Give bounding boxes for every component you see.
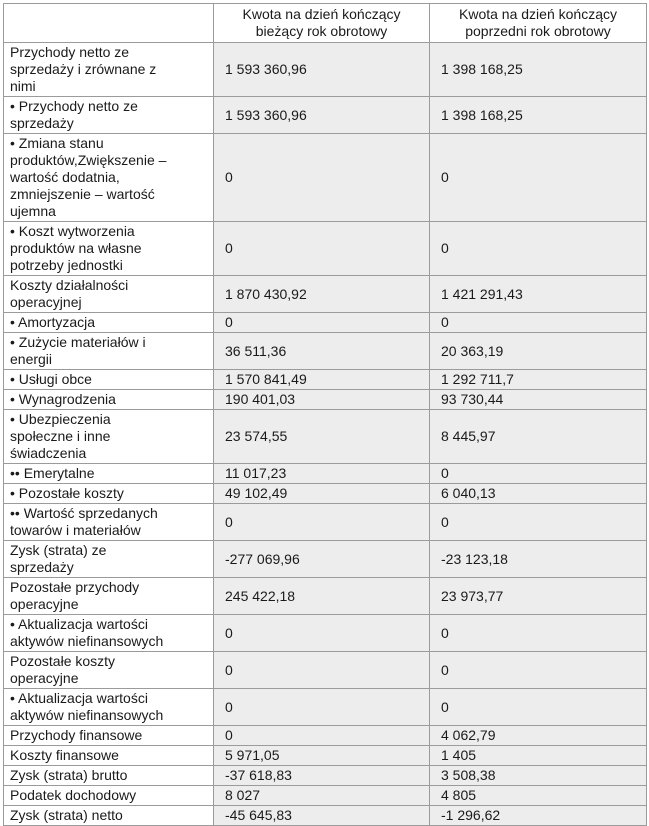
current-value-cell: 245 422,18 bbox=[214, 578, 430, 615]
current-value-cell: 8 027 bbox=[214, 786, 430, 806]
row-label-cell: •• Wartość sprzedanych towarów i materiałów bbox=[4, 504, 214, 541]
table-row bbox=[4, 410, 647, 464]
previous-value-cell: 1 398 168,25 bbox=[430, 97, 647, 134]
current-value-cell: 1 870 430,92 bbox=[214, 276, 430, 313]
column-header-current-year: Kwota na dzień kończący bieżący rok obrotowy bbox=[214, 4, 430, 43]
previous-value-cell: 0 bbox=[430, 313, 647, 333]
current-value-cell: 0 bbox=[214, 652, 430, 689]
current-value-cell: 1 593 360,96 bbox=[214, 43, 430, 97]
row-label-cell: • Ubezpieczenia społeczne i inne świadczenia bbox=[4, 410, 214, 464]
current-value-cell: 1 570 841,49 bbox=[214, 370, 430, 390]
current-value-cell: 11 017,23 bbox=[214, 464, 430, 484]
table-row bbox=[4, 766, 647, 786]
table-row bbox=[4, 333, 647, 370]
row-label-cell: Podatek dochodowy bbox=[4, 786, 214, 806]
previous-value-cell: 0 bbox=[430, 652, 647, 689]
table-row bbox=[4, 464, 647, 484]
current-value-cell: -37 618,83 bbox=[214, 766, 430, 786]
header-row bbox=[4, 4, 647, 43]
table-row bbox=[4, 276, 647, 313]
current-value-cell: 0 bbox=[214, 134, 430, 222]
row-label-cell: Zysk (strata) brutto bbox=[4, 766, 214, 786]
current-value-cell: 0 bbox=[214, 504, 430, 541]
previous-value-cell: -23 123,18 bbox=[430, 541, 647, 578]
current-value-cell: 190 401,03 bbox=[214, 390, 430, 410]
previous-value-cell: 0 bbox=[430, 222, 647, 276]
row-label-cell: Koszty działalności operacyjnej bbox=[4, 276, 214, 313]
previous-value-cell: 4 062,79 bbox=[430, 726, 647, 746]
row-label-cell: • Wynagrodzenia bbox=[4, 390, 214, 410]
row-label-cell: Zysk (strata) netto bbox=[4, 806, 214, 826]
row-label-cell: • Zmiana stanu produktów,Zwiększenie – wartość dodatnia, zmniejszenie – wartość ujemna bbox=[4, 134, 214, 222]
row-label-cell: • Usługi obce bbox=[4, 370, 214, 390]
current-value-cell: 0 bbox=[214, 615, 430, 652]
table-row bbox=[4, 689, 647, 726]
previous-value-cell: 93 730,44 bbox=[430, 390, 647, 410]
row-label-cell: Zysk (strata) ze sprzedaży bbox=[4, 541, 214, 578]
current-value-cell: 5 971,05 bbox=[214, 746, 430, 766]
current-value-cell: 36 511,36 bbox=[214, 333, 430, 370]
current-value-cell: -277 069,96 bbox=[214, 541, 430, 578]
current-value-cell: 49 102,49 bbox=[214, 484, 430, 504]
financial-statement-table bbox=[3, 3, 647, 826]
row-label-cell: Pozostałe przychody operacyjne bbox=[4, 578, 214, 615]
table-row bbox=[4, 726, 647, 746]
previous-value-cell: 0 bbox=[430, 504, 647, 541]
previous-value-cell: 23 973,77 bbox=[430, 578, 647, 615]
previous-value-cell: 1 405 bbox=[430, 746, 647, 766]
row-label-cell: Koszty finansowe bbox=[4, 746, 214, 766]
previous-value-cell: 0 bbox=[430, 134, 647, 222]
previous-value-cell: 0 bbox=[430, 464, 647, 484]
table-row bbox=[4, 615, 647, 652]
table-row bbox=[4, 504, 647, 541]
row-label-cell: • Przychody netto ze sprzedaży bbox=[4, 97, 214, 134]
table-row bbox=[4, 390, 647, 410]
current-value-cell: -45 645,83 bbox=[214, 806, 430, 826]
table-row bbox=[4, 786, 647, 806]
table-row bbox=[4, 97, 647, 134]
table-row bbox=[4, 578, 647, 615]
table-row bbox=[4, 134, 647, 222]
current-value-cell: 1 593 360,96 bbox=[214, 97, 430, 134]
current-value-cell: 0 bbox=[214, 222, 430, 276]
table-row bbox=[4, 222, 647, 276]
previous-value-cell: 20 363,19 bbox=[430, 333, 647, 370]
table-row bbox=[4, 313, 647, 333]
row-label-cell: • Aktualizacja wartości aktywów niefinansowych bbox=[4, 689, 214, 726]
previous-value-cell: 1 398 168,25 bbox=[430, 43, 647, 97]
row-label-cell: • Amortyzacja bbox=[4, 313, 214, 333]
column-header-previous-year: Kwota na dzień kończący poprzedni rok obrotowy bbox=[430, 4, 647, 43]
current-value-cell: 0 bbox=[214, 689, 430, 726]
corner-cell bbox=[4, 4, 214, 43]
table-row bbox=[4, 541, 647, 578]
table-row bbox=[4, 43, 647, 97]
previous-value-cell: 0 bbox=[430, 689, 647, 726]
table-row bbox=[4, 484, 647, 504]
table-body bbox=[4, 43, 647, 826]
table-row bbox=[4, 652, 647, 689]
previous-value-cell: 1 292 711,7 bbox=[430, 370, 647, 390]
current-value-cell: 0 bbox=[214, 726, 430, 746]
row-label-cell: Pozostałe koszty operacyjne bbox=[4, 652, 214, 689]
row-label-cell: • Pozostałe koszty bbox=[4, 484, 214, 504]
previous-value-cell: 1 421 291,43 bbox=[430, 276, 647, 313]
previous-value-cell: 3 508,38 bbox=[430, 766, 647, 786]
current-value-cell: 23 574,55 bbox=[214, 410, 430, 464]
row-label-cell: • Zużycie materiałów i energii bbox=[4, 333, 214, 370]
table-row bbox=[4, 806, 647, 826]
previous-value-cell: 4 805 bbox=[430, 786, 647, 806]
row-label-cell: • Aktualizacja wartości aktywów niefinansowych bbox=[4, 615, 214, 652]
previous-value-cell: 0 bbox=[430, 615, 647, 652]
row-label-cell: •• Emerytalne bbox=[4, 464, 214, 484]
previous-value-cell: -1 296,62 bbox=[430, 806, 647, 826]
previous-value-cell: 6 040,13 bbox=[430, 484, 647, 504]
row-label-cell: Przychody netto ze sprzedaży i zrównane z nimi bbox=[4, 43, 214, 97]
table-row bbox=[4, 746, 647, 766]
row-label-cell: Przychody finansowe bbox=[4, 726, 214, 746]
table-row bbox=[4, 370, 647, 390]
current-value-cell: 0 bbox=[214, 313, 430, 333]
previous-value-cell: 8 445,97 bbox=[430, 410, 647, 464]
row-label-cell: • Koszt wytworzenia produktów na własne potrzeby jednostki bbox=[4, 222, 214, 276]
